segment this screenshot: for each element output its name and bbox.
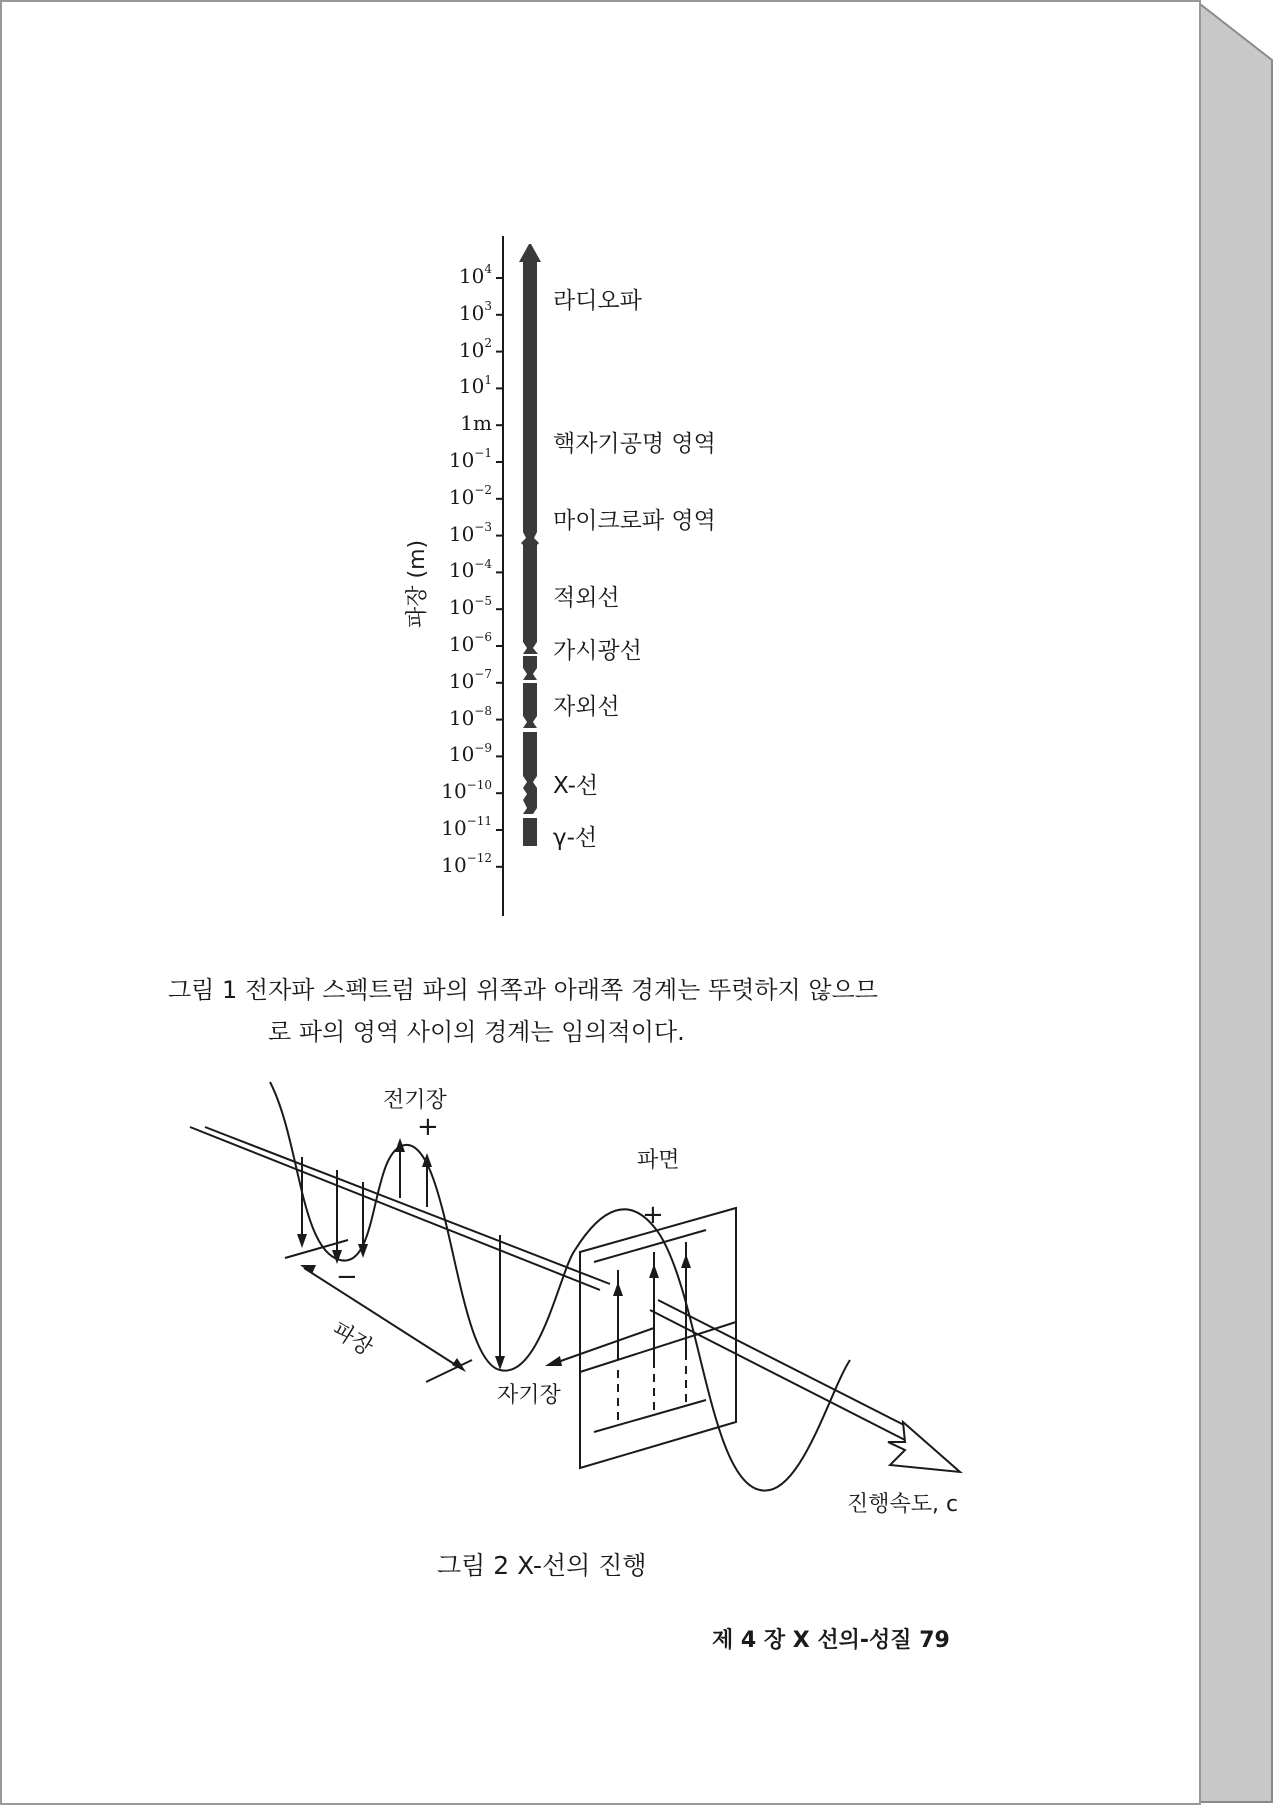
tick-label (382, 853, 492, 877)
tick-exponent: −12 (466, 851, 492, 866)
figure2-caption: 그림 2 X-선의 진행 (437, 1551, 647, 1580)
tick-label (382, 779, 492, 803)
band-visible: 가시광선 (553, 638, 642, 664)
figure1-caption-line2: 로 파의 영역 사이의 경계는 임의적이다. (268, 1018, 685, 1046)
visible-segment (523, 656, 537, 680)
magnetic-arrow (555, 1328, 654, 1363)
tick-label (382, 703, 492, 730)
xray-segment (523, 732, 537, 814)
tick-exponent: −11 (466, 814, 492, 829)
wave-figure (0, 1060, 1200, 1550)
tick-base: 10 (448, 448, 475, 472)
ultraviolet-segment (523, 683, 537, 728)
electric-wave-b (575, 1209, 850, 1490)
tick-label (382, 558, 492, 582)
band-microwave: 마이크로파 영역 (553, 508, 716, 534)
tick-base: 10 (448, 595, 475, 620)
tick-label (382, 301, 492, 325)
label-wavelength: 파장 (327, 1317, 377, 1362)
tick-label (382, 816, 492, 840)
tick-label (382, 264, 492, 288)
band-xray: X-선 (553, 773, 599, 799)
velocity-arrowhead (888, 1422, 960, 1472)
tick-exponent: 4 (484, 262, 492, 277)
label-electric-field: 전기장 (383, 1088, 447, 1113)
tick-marks (496, 278, 503, 867)
band-infrared: 적외선 (553, 585, 620, 611)
tick-exponent: −5 (474, 593, 492, 608)
radio-microwave-segment (519, 244, 541, 553)
tick-base: 10 (448, 632, 475, 656)
tick-label (382, 448, 492, 472)
tick-base: 10 (448, 521, 475, 546)
label-wavefront: 파면 (637, 1148, 680, 1173)
tick-exponent: −3 (474, 519, 492, 534)
tick-base: 10 (441, 816, 467, 840)
tick-base: 10 (448, 558, 475, 583)
spectrum-bar (519, 244, 541, 846)
propagation-shaft-b (658, 1300, 910, 1428)
tick-exponent: 1 (484, 372, 492, 387)
tick-base: 10 (441, 779, 467, 804)
label-velocity: 진행속도, c (847, 1492, 959, 1517)
tick-base: 10 (458, 264, 485, 288)
tick-label (382, 335, 492, 362)
tick-base: 10 (448, 484, 475, 509)
page-footer: 제 4 장 X 선의-성질 79 (712, 1628, 950, 1653)
tick-base: 10 (448, 705, 475, 730)
tick-exponent: −1 (474, 446, 492, 461)
band-nmr: 핵자기공명 영역 (553, 431, 716, 457)
tick-label (382, 374, 492, 398)
tick-exponent: −4 (474, 556, 492, 571)
tick-exponent: 2 (484, 335, 492, 350)
label-magnetic-field: 자기장 (497, 1383, 561, 1408)
tick-label (382, 519, 492, 546)
gamma-segment (523, 818, 537, 846)
band-radio: 라디오파 (553, 288, 642, 314)
spectrum-figure (0, 0, 1200, 960)
label-plus-plane: + (642, 1200, 664, 1230)
infrared-segment (523, 545, 538, 654)
tick-label (382, 742, 492, 766)
tick-label (382, 485, 492, 509)
tick-base: 1m (460, 411, 492, 436)
tick-label (382, 632, 492, 656)
tick-label (382, 595, 492, 619)
tick-base: 10 (458, 374, 485, 399)
figure1-caption-line1: 그림 1 전자파 스펙트럼 파의 위쪽과 아래쪽 경계는 뚜렷하지 않으므 (168, 976, 878, 1004)
tick-exponent: −2 (474, 483, 492, 498)
tick-label (382, 411, 492, 435)
band-gamma: γ-선 (553, 825, 598, 851)
tick-exponent: −9 (474, 740, 492, 755)
label-minus: − (336, 1262, 358, 1292)
tick-exponent: −7 (474, 667, 492, 682)
tick-exponent: −8 (474, 703, 492, 718)
tick-label (382, 669, 492, 693)
tick-exponent: −6 (474, 630, 492, 645)
band-ultraviolet: 자외선 (553, 694, 620, 720)
wavelength-dimension (304, 1268, 462, 1369)
tick-base: 10 (448, 668, 475, 693)
spectrum-ylabel: 파장 (m) (405, 539, 430, 628)
label-plus-top: + (417, 1112, 439, 1142)
tick-base: 10 (458, 300, 485, 325)
propagation-shaft-a (650, 1310, 905, 1440)
tick-exponent: −10 (466, 777, 492, 792)
tick-exponent: 3 (484, 299, 492, 314)
tick-base: 10 (441, 852, 467, 877)
tick-base: 10 (448, 742, 475, 767)
propagation-axis-b (205, 1127, 610, 1284)
tick-base: 10 (458, 337, 485, 362)
